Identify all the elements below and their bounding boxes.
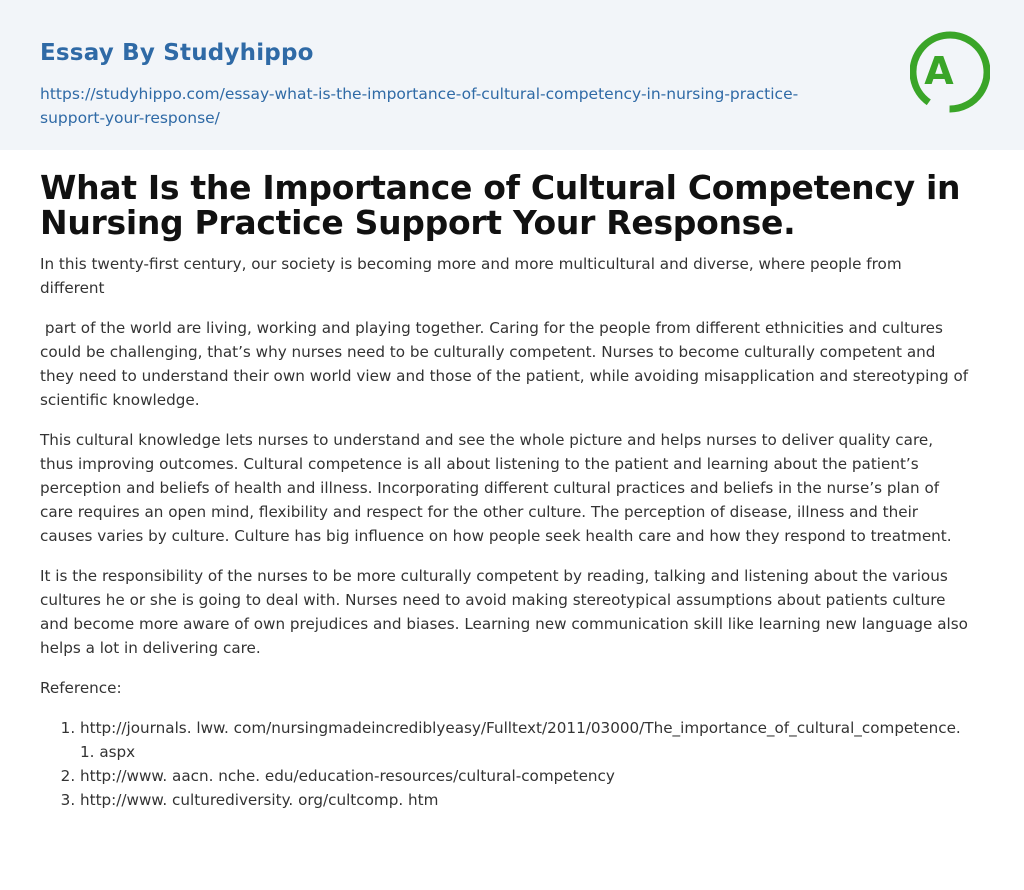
paragraph-4: It is the responsibility of the nurses to be more culturally competent by reading, talking and listening about the various cultures he or she is going to deal with. Nurses need to avoid making stereotypical assumptions about patients culture and become more aware of own prejudices and biases. Learning new communication skill like learning new language also helps a lot in delivering care. [40,567,968,657]
reference-heading: Reference: [40,679,122,697]
paragraph-1: In this twenty-first century, our society is becoming more and more multicultural and diverse, where people from different [40,255,902,297]
reference-list [40,716,970,812]
studyhippo-logo-icon[interactable] [910,26,990,118]
brand-title[interactable]: Essay By Studyhippo [40,40,314,66]
reference-item[interactable]: 3. http://www. culturediversity. org/cultcomp. htm [80,788,970,812]
reference-item[interactable]: 2. http://www. aacn. nche. edu/education-resources/cultural-competency [80,764,970,788]
source-url-link[interactable]: https://studyhippo.com/essay-what-is-the-importance-of-cultural-competency-in-nursing-practice-support-your-response/ [40,85,799,127]
paragraph-2: part of the world are living, working and playing together. Caring for the people from different ethnicities and cultures could be challenging, that’s why nurses need to be culturally competent. Nurses to become culturally competent and they need to understand their own world view and those of the patient, while avoiding misapplication and stereotyping of scientific knowledge. [40,319,973,409]
article-title: What Is the Importance of Cultural Competency in Nursing Practice Support Your Response. [40,168,961,242]
site-header [0,0,1024,150]
article [40,168,973,812]
logo-letter: A [924,49,954,93]
reference-item[interactable]: 1. http://journals. lww. com/nursingmadeincrediblyeasy/Fulltext/2011/03000/The_importance_of_cultural_competence. 1. aspx [80,716,970,764]
paragraph-3: This cultural knowledge lets nurses to understand and see the whole picture and helps nurses to deliver quality care, thus improving outcomes. Cultural competence is all about listening to the patient and learning about the patient’s perception and beliefs of health and illness. Incorporating different cultural practices and beliefs in the nurse’s plan of care requires an open mind, flexibility and respect for the other culture. The perception of disease, illness and their causes varies by culture. Culture has big influence on how people seek health care and how they respond to treatment. [40,431,952,545]
